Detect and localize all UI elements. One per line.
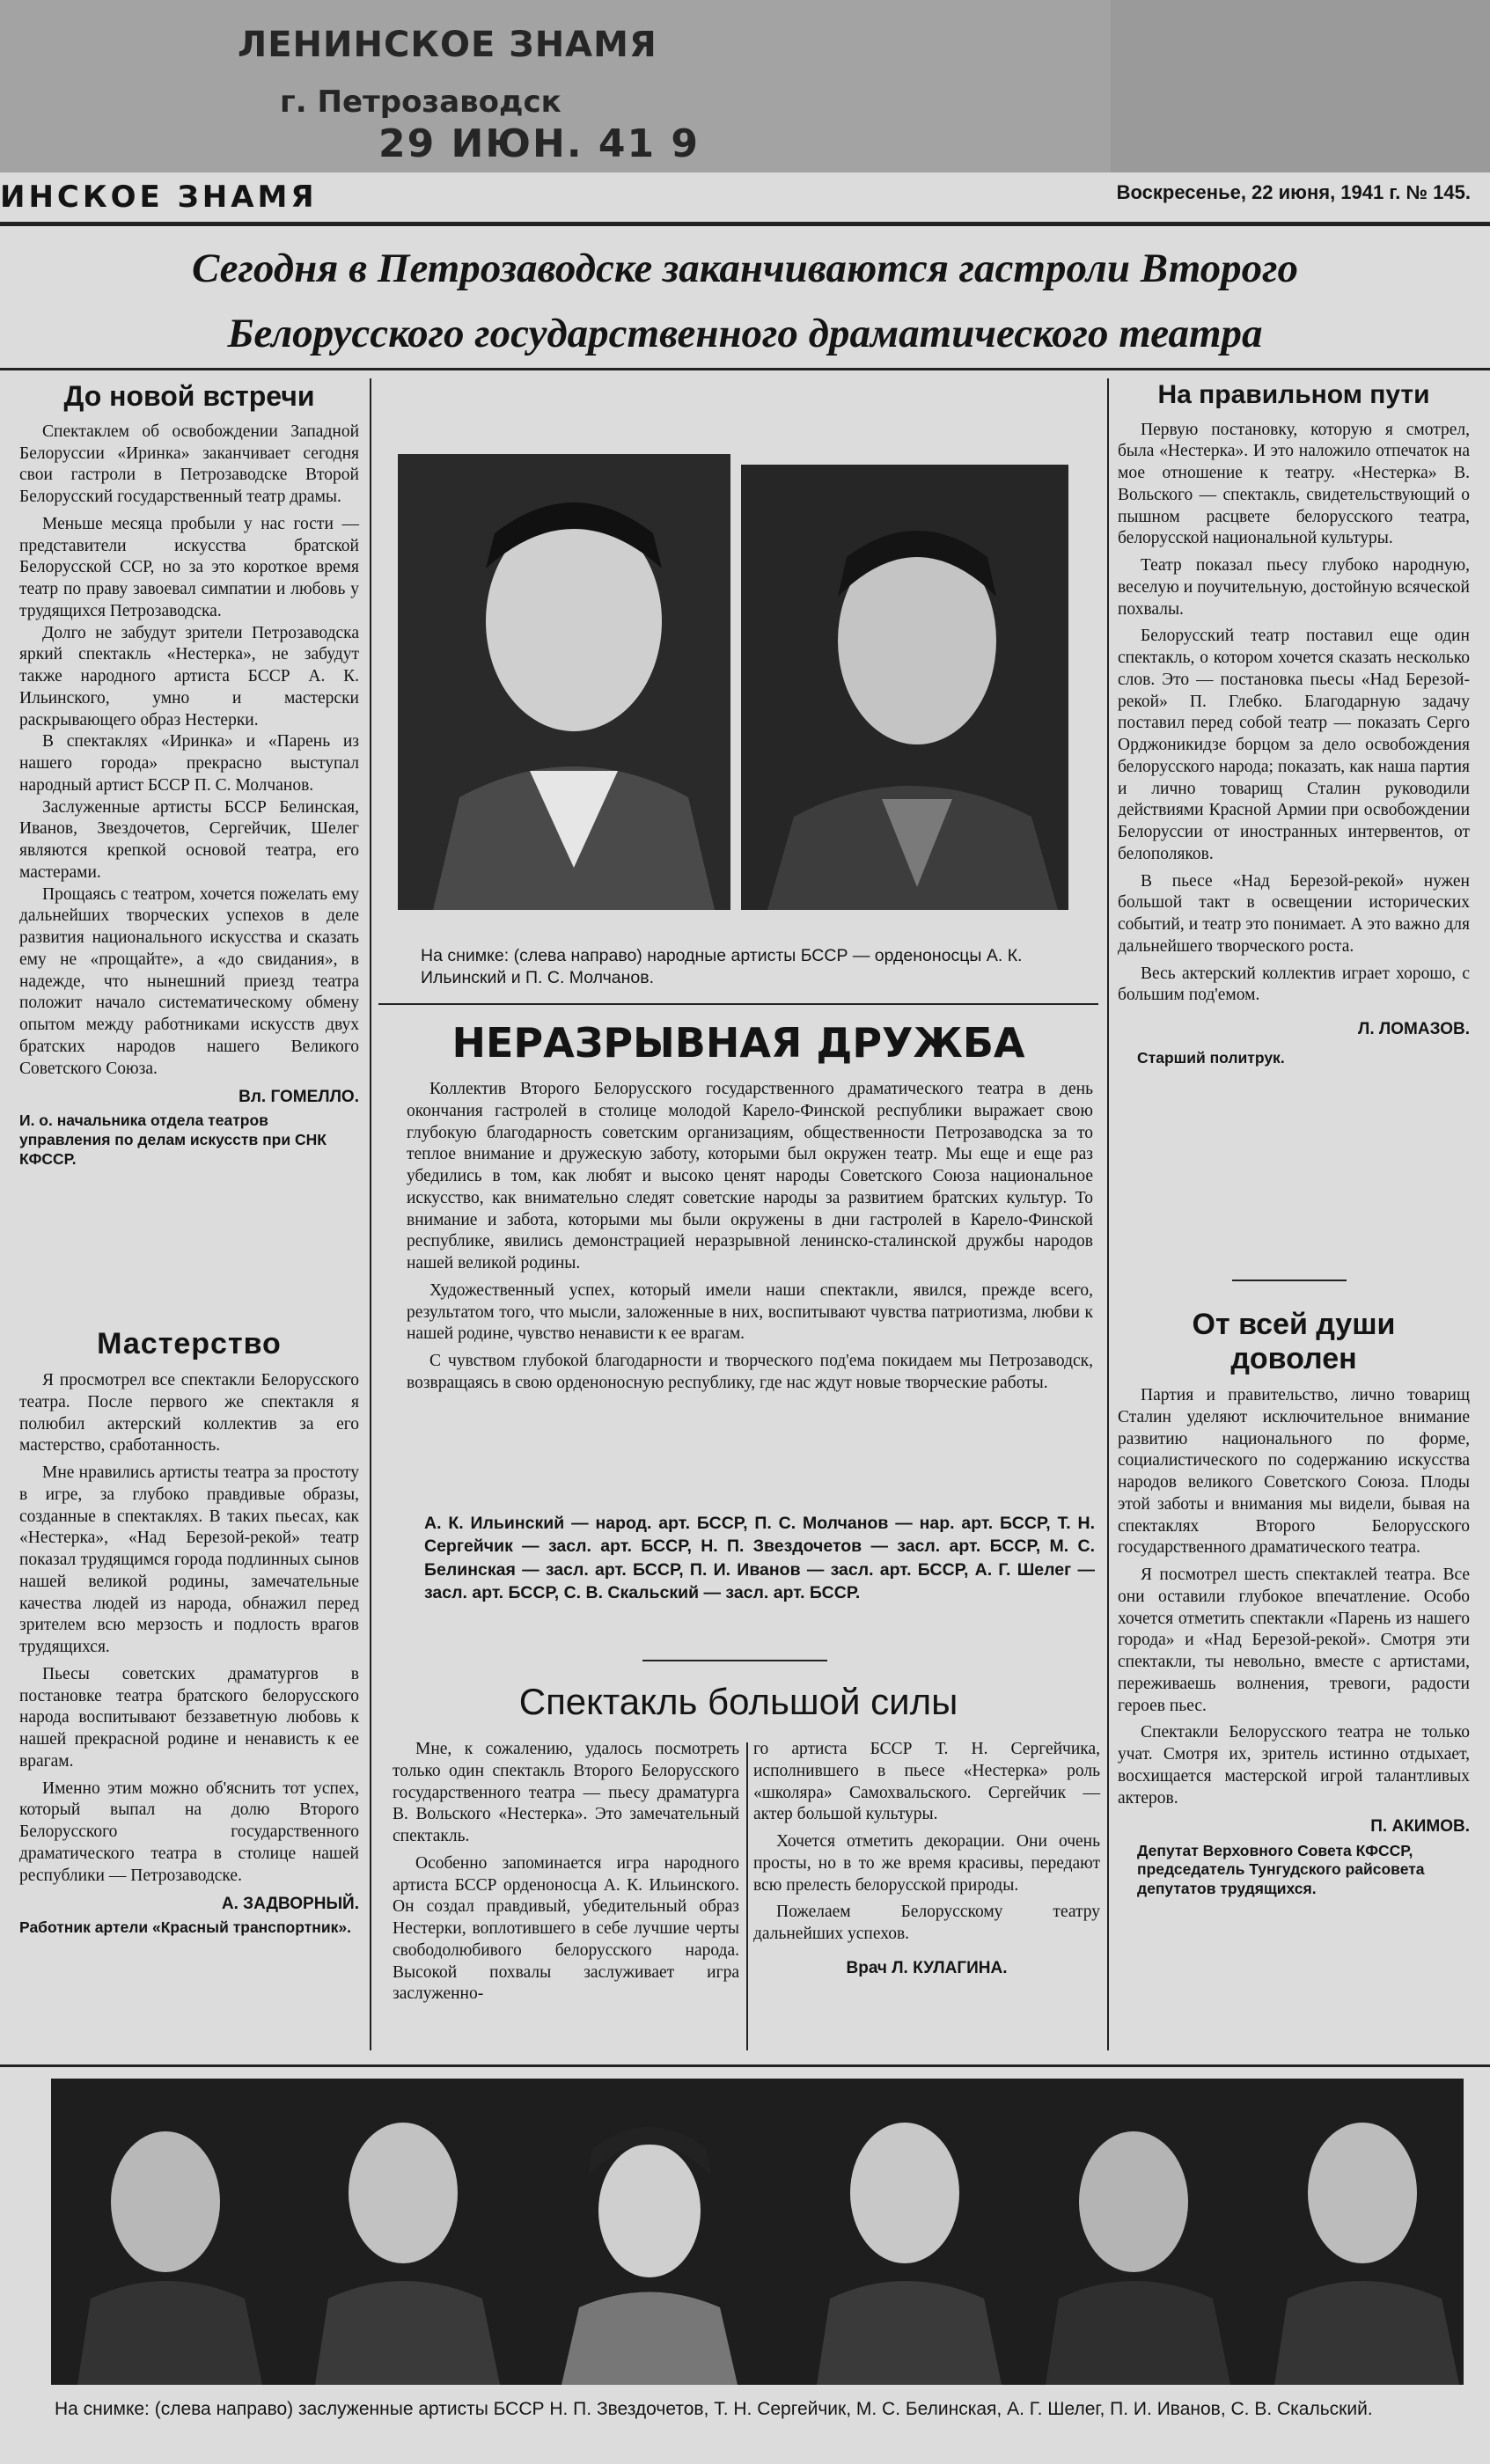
paragraph: Партия и правительство, лично товарищ Сталин уделяют исключительное внимание развитию национального по форме, социалистического по содержанию искусства народов великого Советского Союза. Плоды этой заботы и внимания мы видели, бывая на спектаклях Второго Белорусского государственного драматического театра.: [1118, 1386, 1470, 1558]
paragraph: Меньше месяца пробыли у нас гости — представители искусства братской Белорусской ССР, но за это короткое время театр по праву завоевал симпатии и любовь у трудящихся Петрозаводска.: [19, 514, 359, 620]
stamp-city: г. Петрозаводск: [280, 84, 562, 120]
stamp-newspaper: ЛЕНИНСКОЕ ЗНАМЯ: [238, 25, 657, 65]
paragraph: Пожелаем Белорусскому театру дальнейших успехов.: [753, 1903, 1100, 1943]
article-title: От всей души доволен: [1192, 1308, 1396, 1376]
signature: А. ЗАДВОРНЫЙ.: [221, 1895, 359, 1914]
paragraph: Театр показал пьесу глубоко народную, веселую и поучительную, достойную всяческой похвалы.: [1118, 556, 1470, 619]
article-title: Мастерство: [97, 1327, 282, 1360]
article-masterstvo: [19, 1327, 359, 1938]
paragraph: С чувством глубокой благодарности и творческого под'ема покидаем мы Петрозаводск, возвращаясь в свою орденоносную республику, где нас ждут новые творческие работы.: [407, 1352, 1093, 1392]
article-nerazryvnaya-druzhba: [407, 1079, 1093, 1395]
paragraph: Долго не забудут зрители Петрозаводска яркий спектакль «Нестерка», не забудут также народного артиста БССР А. К. Ильинского, умно и мастерски раскрывающего образ Нестерки.: [19, 623, 359, 730]
paragraph: Первую постановку, которую я смотрел, была «Нестерка». И это наложило отпечаток на мое отношение к театру. «Нестерка» В. Вольского — спектакль, свидетельствующий о пышном расцвете белорусского театра, белорусской национальной культуры.: [1118, 420, 1470, 548]
signatories-list: А. К. Ильинский — народ. арт. БССР, П. С. Молчанов — нар. арт. БССР, Т. Н. Сергейчик — засл. арт. БССР, Н. П. Звездочетов — засл. арт. БССР, М. С. Белинская — засл. арт. БССР, П. И. Иванов — засл. арт. БССР, А. Г. Шелег — засл. арт. БССР, С. В. Скальский — засл. арт. БССР.: [424, 1514, 1095, 1602]
group-portraits-image: [51, 2079, 1464, 2385]
right-column-rule: [1232, 1280, 1347, 1281]
author-position: И. о. начальника отдела театров управления по делам искусств при СНК КФССР.: [19, 1111, 327, 1169]
signature: Л. ЛОМАЗОВ.: [1358, 1020, 1470, 1038]
column-separator-center: [746, 1742, 748, 2050]
paragraph: Мне, к сожалению, удалось посмотреть только один спектакль Второго Белорусского государственного театра — пьесу драматурга В. Вольского «Нестерка». Это замечательный спектакль.: [393, 1740, 739, 1845]
article-ot-vsey-dushi: [1118, 1308, 1470, 1899]
signature: Врач Л. КУЛАГИНА.: [846, 1958, 1008, 1977]
photo-molchanov: [741, 465, 1068, 910]
portrait-image: [398, 454, 730, 910]
author-position: Старший политрук.: [1137, 1049, 1285, 1067]
paragraph: Пьесы советских драматургов в постановке театра братского белорусского народа воспитывают беззаветную любовь к нашей прекрасной родине и ненависть к ее врагам.: [19, 1664, 359, 1771]
author-position: Депутат Верховного Совета КФССР, председатель Тунгудского райсовета депутатов трудящихся.: [1137, 1841, 1425, 1898]
banner-line-2: Белорусского государственного драматического театра: [227, 311, 1263, 356]
paragraph: Я посмотрел шесть спектаклей театра. Все они оставили глубокое впечатление. Особо хочется отметить спектакли «Парень из нашего города» и «Над Березой-рекой». Смотря эти спектакли, ты невольно, вместе с артистами, переживаешь волнения, тревоги, радости героев пьес.: [1118, 1566, 1470, 1715]
article-title-druzhba: НЕРАЗРЫВНАЯ ДРУЖБА: [451, 1019, 1025, 1067]
paragraph: Прощаясь с театром, хочется пожелать ему дальнейших творческих успехов в деле развития национального искусства и сказать ему не «прощайте», а «до свидания», в надежде, что нынешний приезд театра положит начало систематическому обмену опытом между работниками искусств двух братских народов нашего Великого Советского Союза.: [19, 884, 359, 1078]
photo-ilyinsky: [398, 454, 730, 910]
paragraph: Художественный успех, который имели наши спектакли, явился, прежде всего, результатом того, что мысли, заложенные в них, воспитывают чувства патриотизма, любви к нашей родине, чувство ненависти к ее врагам.: [407, 1280, 1093, 1344]
masthead-dateline: Воскресенье, 22 июня, 1941 г. № 145.: [1116, 181, 1471, 203]
column-separator-left: [370, 378, 371, 2050]
stamp-date: 29 ИЮН. 41 9: [378, 121, 701, 166]
paragraph: Коллектив Второго Белорусского государственного драматического театра в день окончания гастролей в столице молодой Карело-Финской республики выражает свою глубокую благодарность советским организациям, общественности Петрозаводска за то теплое внимание и дружескую заботу, которыми был окружен театр. Мы еще и еще раз убедились в том, как любят и высоко ценят народы Советского Союза национальное искусство, как внимательно следят советские народы за развитием братских культур. То внимание и забота, которыми мы были окружены в дни гастролей в Карело-Финской республике, явились демонстрацией неразрывной ленинско-сталинской дружбы народов нашей великой родины.: [407, 1080, 1093, 1272]
banner-line-1: Сегодня в Петрозаводске заканчиваются гастроли Второго: [192, 246, 1298, 291]
paragraph: Спектаклем об освобождении Западной Белоруссии «Иринка» заканчивает сегодня свои гастроли в Петрозаводске Второй Белорусский государственный театр драмы.: [19, 422, 359, 507]
paragraph: Белорусский театр поставил еще один спектакль, о котором хочется сказать несколько слов. Это — постановка пьесы «Над Березой-рекой» П. Глебко. Благодарную задачу поставил перед собой театр — показать Серго Орджоникидзе борцом за дело освобождения белорусского народа; показать, как наша партия и лично товарищ Сталин руководили действиями Красной Армии при освобождении Белоруссии от иностранных интервентов, от белополяков.: [1118, 627, 1470, 863]
photo-strip-actors: [51, 2079, 1464, 2385]
paragraph: В пьесе «Над Березой-рекой» нужен большой такт в освещении исторических событий, и театр это понимает. А это важно для дальнейшего творческого роста.: [1118, 871, 1470, 956]
bottom-photo-rule: [0, 2064, 1490, 2067]
paragraph: го артиста БССР Т. Н. Сергейчика, исполнившего в пьесе «Нестерка» роль «школяра» Самохвальского. Сергейчик — актер большой культуры.: [753, 1740, 1100, 1824]
article-title: На правильном пути: [1157, 380, 1430, 409]
paragraph: Мне нравились артисты театра за простоту в игре, за глубоко правдивые образы, созданные в спектаклях. В таких пьесах, как «Нестерка», «Над Березой-рекой» театр показал трудящимся города подлинных сынов нашей великой родины, замечательные качества людей из народа, обнажил перед зрителем всю мерзость и подлость врагов трудящихся.: [19, 1463, 359, 1657]
signature: Вл. ГОМЕЛЛО.: [239, 1088, 359, 1107]
article-title: До новой встречи: [63, 380, 315, 412]
column-separator-right: [1107, 378, 1109, 2050]
banner-rule: [0, 368, 1490, 370]
article-do-novoy-vstrechi: [19, 380, 359, 1170]
top-photo-caption: На снимке: (слева направо) народные артисты БССР — орденоносцы А. К. Ильинский и П. С. Молчанов.: [421, 946, 1023, 988]
author-position: Работник артели «Красный транспортник».: [19, 1918, 351, 1937]
paragraph: Именно этим можно об'яснить тот успех, который выпал на долю Второго Белорусского государственного драматического театра в столице нашей республики — Петрозаводске.: [19, 1778, 359, 1885]
center-rule-1: [378, 1003, 1098, 1005]
paragraph: Хочется отметить декорации. Они очень просты, но в то же время красивы, передают всю прелесть белорусской природы.: [753, 1832, 1100, 1895]
paragraph: Я просмотрел все спектакли Белорусского театра. После первого же спектакля я полюбил актерский коллектив за его мастерство, сработанность.: [19, 1371, 359, 1456]
center-rule-2: [642, 1660, 827, 1661]
portrait-image: [741, 465, 1068, 910]
article-title-spektakl: Спектакль большой силы: [518, 1681, 958, 1722]
paragraph: Заслуженные артисты БССР Белинская, Иванов, Звездочетов, Сергейчик, Шелег являются крепкой основой театра, его мастерами.: [19, 797, 359, 882]
paragraph: Особенно запоминается игра народного артиста БССР орденоносца А. К. Ильинского. Он создал правдивый, убедительный образ Нестерки, воплотившего в себе лучшие черты свободолюбивого белорусского народа. Высокой похвалы заслуживает игра заслуженно-: [393, 1853, 739, 2004]
paragraph: В спектаклях «Иринка» и «Парень из нашего города» прекрасно выступал народный артист БССР П. С. Молчанов.: [19, 732, 359, 795]
article-spektakl-col1: [393, 1739, 739, 2006]
article-na-pravilnom-puti: [1118, 380, 1470, 1068]
bottom-photo-caption: На снимке: (слева направо) заслуженные артисты БССР Н. П. Звездочетов, Т. Н. Сергейчик, М. С. Белинская, А. Г. Шелег, П. И. Иванов, С. В. Скальский.: [55, 2399, 1373, 2419]
article-spektakl-col2: [753, 1739, 1100, 1979]
paragraph: Спектакли Белорусского театра не только учат. Смотря их, зритель истинно отдыхает, восхищается мастерской игрой талантливых актеров.: [1118, 1723, 1470, 1808]
masthead-rule: [0, 222, 1490, 226]
signature: П. АКИМОВ.: [1370, 1817, 1470, 1837]
paragraph: Весь актерский коллектив играет хорошо, с большим под'емом.: [1118, 964, 1470, 1005]
masthead-name: ИНСКОЕ ЗНАМЯ: [0, 180, 318, 215]
